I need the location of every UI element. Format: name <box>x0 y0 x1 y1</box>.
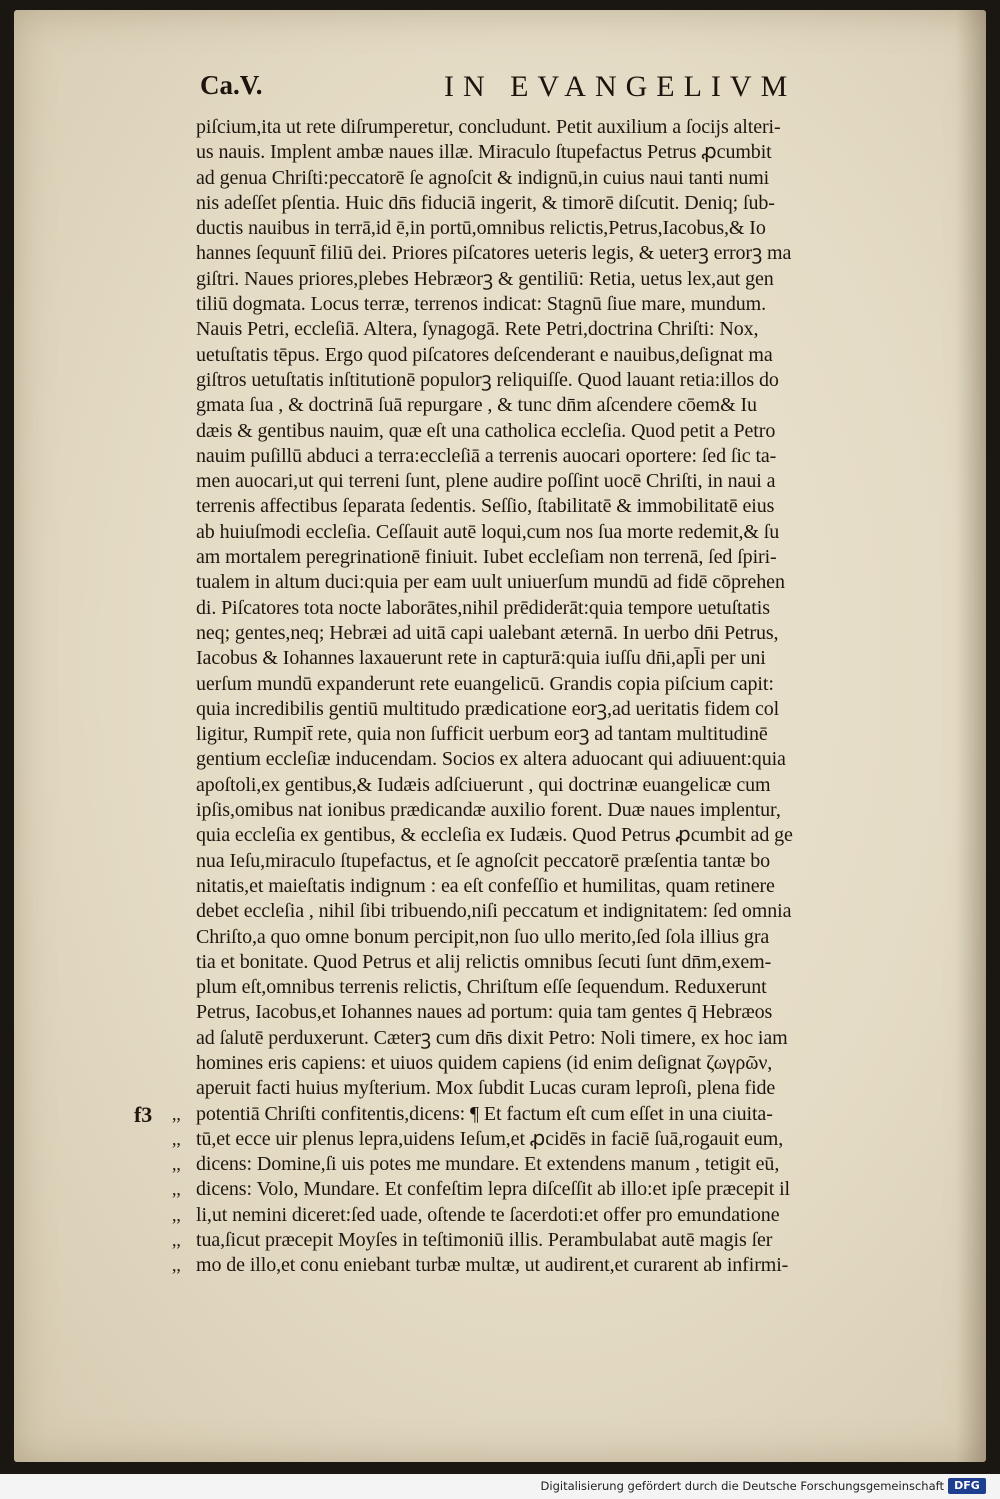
text-line <box>196 950 956 975</box>
line-text: nua Ieſu,miraculo ſtupefactus, et ſe agnoſcit peccatorē præſentia tantæ bo <box>196 849 771 872</box>
text-line <box>196 722 956 747</box>
text-line <box>196 191 956 216</box>
text-line <box>196 419 956 444</box>
running-header <box>14 70 986 110</box>
line-text: nauim puſillū abduci a terra:eccleſiā a terrenis auocari oportere: ſed ſic ta- <box>196 444 777 467</box>
line-text: tia et bonitate. Quod Petrus et alij relictis omnibus ſecuti ſunt dn̄m,exem- <box>196 950 772 973</box>
quotation-mark: ,, <box>172 1204 181 1225</box>
line-text: homines eris capiens: et uiuos quidem capiens (id enim deſignat ζωγρῶν, <box>196 1051 773 1074</box>
text-line <box>196 1076 956 1101</box>
quotation-mark: ,, <box>172 1128 181 1149</box>
line-text: tiliū dogmata. Locus terræ, terrenos indicat: Stagnū ſiue mare, mundum. <box>196 293 766 316</box>
text-line <box>172 1177 956 1202</box>
line-text: nitatis,et maieſtatis indignum : ea eſt confeſſio et humilitas, quam retinere <box>196 874 775 897</box>
text-line <box>134 1101 956 1127</box>
text-line <box>196 570 956 595</box>
line-text: am mortalem peregrinationē finiuit. Iubet eccleſiam non terrenā, ſed ſpiri- <box>196 546 777 569</box>
line-text: nis adeſſet pſentia. Huic dn̄s fiduciā ingerit, & timorē diſcutit. Deniq; ſub- <box>196 191 775 214</box>
text-line <box>196 140 956 165</box>
quotation-mark: ,, <box>172 1255 181 1276</box>
text-line <box>172 1203 956 1228</box>
line-text: di. Piſcatores tota nocte laborātes,nihil prēdiderāt:quia tempore uetuſtatis <box>196 596 770 619</box>
text-line <box>196 747 956 772</box>
text-line <box>196 166 956 191</box>
text-line <box>196 368 956 393</box>
line-text: uetuſtatis tēpus. Ergo quod piſcatores deſcenderant e nauibus,deſignat ma <box>196 343 773 366</box>
running-title: IN EVANGELIVM <box>444 70 797 103</box>
quotation-mark: ,, <box>172 1179 181 1200</box>
text-line <box>196 292 956 317</box>
text-line <box>196 343 956 368</box>
line-text: debet eccleſia , nihil ſibi tribuendo,niſi peccatum et indignitatem: ſed omnia <box>196 900 792 923</box>
line-text: Iacobus & Iohannes laxauerunt rete in capturā:quia iuſſu dn̄i,apl̄i per uni <box>196 647 766 670</box>
text-line <box>196 317 956 342</box>
line-text: giſtri. Naues priores,plebes Hebræorꝫ & gentiliū: Retia, uetus lex,aut gen <box>196 267 774 290</box>
text-line <box>196 267 956 292</box>
text-line <box>196 1000 956 1025</box>
line-text: Chriſto,a quo omne bonum percipit,non ſuo ullo merito,ſed ſola illius gra <box>196 925 770 948</box>
line-text: ab huiuſmodi eccleſia. Ceſſauit autē loqui,cum nos ſua morte redemit,& ſu <box>196 520 780 543</box>
line-text: potentiā Chriſti confitentis,dicens: ¶ Et factum eſt cum eſſet in una ciuita- <box>196 1102 773 1125</box>
text-line <box>196 849 956 874</box>
text-line <box>196 520 956 545</box>
scanned-page <box>14 10 986 1462</box>
line-text: quia incredibilis gentiū multitudo prædicatione eorꝫ,ad ueritatis fidem col <box>196 697 780 720</box>
line-text: piſcium,ita ut rete diſrumperetur, concludunt. Petit auxilium a ſocijs alteri- <box>196 116 781 138</box>
text-line <box>196 1051 956 1076</box>
page-edge-shadow <box>956 10 986 1462</box>
line-text: li,ut nemini diceret:ſed uade, oſtende te ſacerdoti:et offer pro emundatione <box>196 1203 780 1226</box>
line-text: ipſis,omibus nat ionibus prædicandæ auxilio forent. Duæ naues implentur, <box>196 799 781 822</box>
line-text: gentium eccleſiæ inducendam. Socios ex altera aduocant qui adiuuent:quia <box>196 748 786 771</box>
text-line <box>196 646 956 671</box>
line-text: aperuit facti huius myſterium. Mox ſubdit Lucas curam leproſi, plena fide <box>196 1077 776 1100</box>
text-line <box>196 773 956 798</box>
text-line <box>196 469 956 494</box>
line-text: mo de illo,et conu eniebant turbæ multæ, ut audirent,et curarent ab infirmi- <box>196 1254 789 1277</box>
text-line <box>196 672 956 697</box>
quotation-mark: ,, <box>172 1103 181 1124</box>
quotation-mark: ,, <box>172 1154 181 1175</box>
line-text: neq; gentes,neq; Hebræi ad uitā capi ualebant æternā. In uerbo dn̄i Petrus, <box>196 621 779 644</box>
text-line <box>196 216 956 241</box>
chapter-label: Ca.V. <box>200 70 263 100</box>
text-line <box>196 621 956 646</box>
line-text: Petrus, Iacobus,et Iohannes naues ad portum: quia tam gentes q̄ Hebræos <box>196 1001 773 1024</box>
line-text: plum eſt,omnibus terrenis relictis, Chriſtum eſſe ſequendum. Reduxerunt <box>196 976 767 999</box>
text-line <box>196 1026 956 1051</box>
line-text: men auocari,ut qui terreni ſunt, plene audire poſſint uocē Chriſti, in naui a <box>196 470 776 493</box>
text-line <box>196 115 956 140</box>
text-line <box>196 798 956 823</box>
text-line <box>196 874 956 899</box>
line-text: tualem in altum duci:quia per eam uult uniuerſum mundū ad fidē cōprehen <box>196 571 785 594</box>
line-text: Nauis Petri, eccleſiā. Altera, ſynagogā. Rete Petri,doctrina Chriſti: Nox, <box>196 318 759 341</box>
line-text: dicens: Domine,ſi uis potes me mundare. Et extendens manum , tetigit eū, <box>196 1153 780 1176</box>
text-line <box>172 1253 956 1278</box>
text-line <box>196 697 956 722</box>
text-line <box>196 444 956 469</box>
line-text: tua,ſicut præcepit Moyſes in teſtimoniū illis. Perambulabat autē magis ſer <box>196 1229 773 1252</box>
line-text: gmata ſua , & doctrinā ſuā repurgare , & tunc dn̄m aſcendere cōem& Iu <box>196 394 757 417</box>
text-line <box>196 925 956 950</box>
line-text: ad genua Chriſti:peccatorē ſe agnoſcit & indignū,in cuius naui tanti numi <box>196 166 770 189</box>
text-line <box>172 1127 956 1152</box>
quotation-mark: ,, <box>172 1230 181 1251</box>
text-line <box>196 899 956 924</box>
line-text: terrenis affectibus ſeparata ſedentis. Seſſio, ſtabilitatē & immobilitatē eius <box>196 495 775 518</box>
text-line <box>196 393 956 418</box>
line-text: us nauis. Implent ambæ naues illæ. Miraculo ſtupefactus Petrus ꝓcumbit <box>196 141 772 164</box>
text-line <box>172 1228 956 1253</box>
text-line <box>172 1152 956 1177</box>
line-text: giſtros uetuſtatis inſtitutionē populorꝫ reliquiſſe. Quod lauant retia:illos do <box>196 368 779 391</box>
line-text: quia eccleſia ex gentibus, & eccleſia ex Iudæis. Quod Petrus ꝓcumbit ad ge <box>196 824 793 847</box>
dfg-logo: DFG <box>948 1478 986 1494</box>
text-line <box>196 241 956 266</box>
line-text: uerſum mundū expanderunt rete euangelicū. Grandis copia piſcium capit: <box>196 672 774 695</box>
line-text: tū,et ecce uir plenus lepra,uidens Ieſum,et ꝓcidēs in faciē ſuā,rogauit eum, <box>196 1127 784 1150</box>
footer-bar <box>0 1474 1000 1499</box>
line-text: apoſtoli,ex gentibus,& Iudæis adſciuerunt , qui doctrinæ euangelicæ cum <box>196 773 771 796</box>
text-line <box>196 494 956 519</box>
text-line <box>196 823 956 848</box>
text-line <box>196 975 956 1000</box>
signature-mark: f3 <box>134 1101 153 1127</box>
line-text: hannes ſequunt̄ filiū dei. Priores piſcatores ueteris legis, & ueterꝫ errorꝫ ma <box>196 242 792 265</box>
line-text: dicens: Volo, Mundare. Et confeſtim lepra diſceſſit ab illo:et ipſe præcepit il <box>196 1178 790 1201</box>
text-line <box>196 596 956 621</box>
line-text: dæis & gentibus nauim, quæ eſt una catholica eccleſia. Quod petit a Petro <box>196 419 776 442</box>
line-text: ligitur, Rumpit̄ rete, quia non ſufficit uerbum eorꝫ ad tantam multitudinē <box>196 723 768 746</box>
funding-notice: Digitalisierung gefördert durch die Deutsche Forschungsgemeinschaft <box>540 1479 944 1493</box>
line-text: ad ſalutē perduxerunt. Cæterꝫ cum dn̄s dixit Petro: Noli timere, ex hoc iam <box>196 1026 788 1049</box>
body-text <box>134 115 956 1279</box>
line-text: ductis nauibus in terrā,id ē,in portū,omnibus relictis,Petrus,Iacobus,& Io <box>196 217 766 240</box>
text-line <box>196 545 956 570</box>
